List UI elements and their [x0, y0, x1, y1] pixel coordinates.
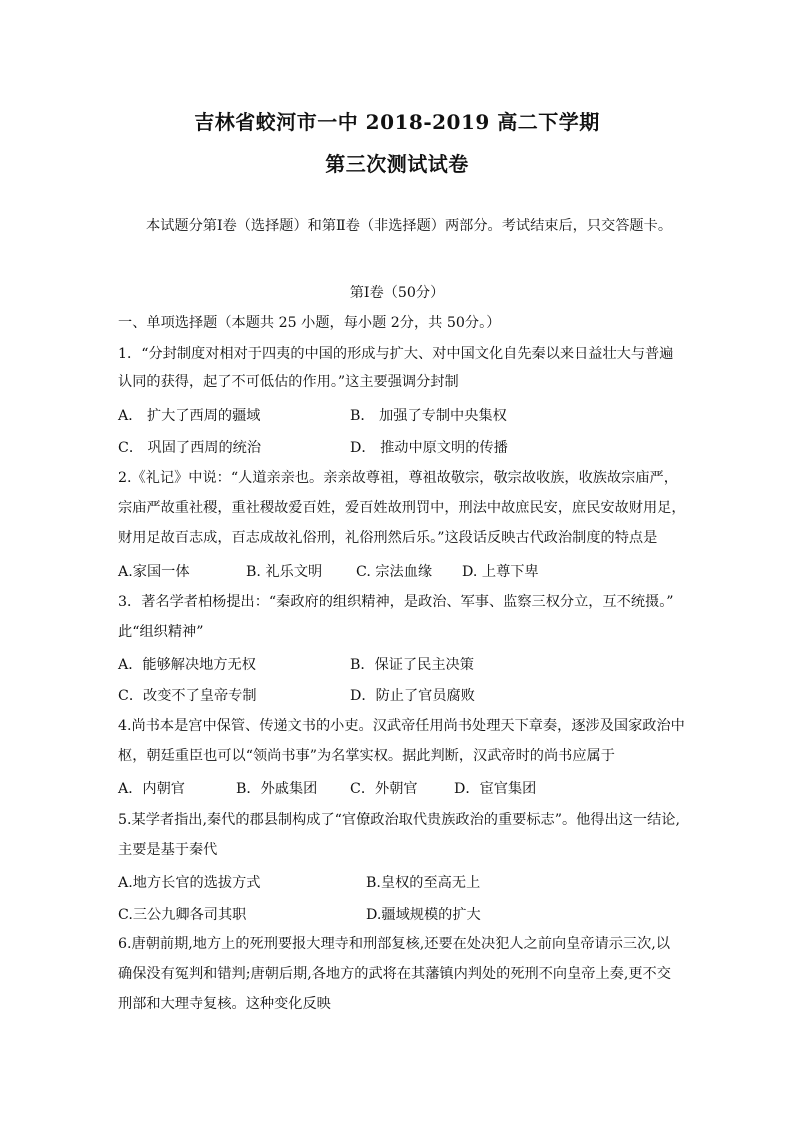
section-title: 第Ⅰ卷（50分）: [349, 285, 445, 301]
question-2-option-a: A.家国一体: [118, 564, 190, 580]
question-4-option-b: B．外戚集团: [236, 781, 318, 797]
question-3-line-1: 3．著名学者柏杨提出：“秦政府的组织精神，是政治、军事、监察三权分立，互不统摄。”: [118, 594, 674, 610]
question-2-line-3: 财用足故百志成，百志成故礼俗刑，礼俗刑然后乐。”这段话反映古代政治制度的特点是: [118, 530, 658, 546]
question-2-line-2: 宗庙严故重社稷，重社稷故爱百姓，爱百姓故刑罚中，刑法中故庶民安，庶民安故财用足，: [118, 500, 686, 516]
question-1-option-b: B． 加强了专制中央集权: [350, 408, 507, 424]
question-5-option-a: A.地方长官的选拔方式: [118, 875, 261, 891]
question-6-line-3: 刑部和大理寺复核。这种变化反映: [118, 996, 331, 1012]
question-3-option-a: A．能够解决地方无权: [118, 657, 256, 673]
question-5-line-1: 5.某学者指出,秦代的郡县制构成了“官僚政治取代贵族政治的重要标志”。他得出这一结论,: [118, 812, 681, 828]
question-3-line-2: 此“组织精神”: [118, 624, 204, 640]
question-5-line-2: 主要是基于秦代: [118, 842, 218, 858]
question-1-option-a: A． 扩大了西周的疆域: [118, 408, 261, 424]
part-heading: 一、单项选择题（本题共 25 小题，每小题 2分，共 50分。）: [118, 315, 501, 331]
question-3-option-c: C．改变不了皇帝专制: [118, 688, 257, 704]
question-2-option-c: C. 宗法血缘: [356, 564, 433, 580]
exam-intro: 本试题分第Ⅰ卷（选择题）和第Ⅱ卷（非选择题）两部分。考试结束后，只交答题卡。: [146, 218, 673, 234]
question-5-option-b: B.皇权的至高无上: [366, 875, 481, 891]
question-1-line-2: 认同的获得，起了不可低估的作用。”这主要强调分封制: [118, 374, 459, 390]
question-4-line-2: 枢，朝廷重臣也可以“领尚书事”为名掌实权。据此判断，汉武帝时的尚书应属于: [118, 748, 615, 764]
question-1-option-c: C． 巩固了西周的统治: [118, 440, 262, 456]
question-1-line-1: 1．“分封制度对相对于四夷的中国的形成与扩大、对中国文化自先秦以来日益壮大与普遍: [118, 346, 674, 362]
exam-title: 吉林省蛟河市一中 2018-2019 高二下学期: [194, 110, 600, 134]
question-4-option-a: A．内朝官: [118, 781, 185, 797]
question-2-option-d: D. 上尊下卑: [462, 564, 539, 580]
question-4-option-c: C．外朝官: [350, 781, 418, 797]
question-6-line-2: 确保没有冤判和错判;唐朝后期,各地方的武将在其藩镇内判处的死刑不向皇帝上奏,更不交: [118, 966, 671, 982]
question-4-option-d: D．宦官集团: [454, 781, 537, 797]
question-5-option-c: C.三公九卿各司其职: [118, 907, 247, 923]
question-4-line-1: 4.尚书本是宫中保管、传递文书的小吏。汉武帝任用尚书处理天下章奏，逐涉及国家政治中: [118, 718, 685, 734]
question-3-option-d: D．防止了官员腐败: [350, 688, 475, 704]
question-2-option-b: B. 礼乐文明: [246, 564, 323, 580]
question-3-option-b: B．保证了民主决策: [350, 657, 474, 673]
question-6-line-1: 6.唐朝前期,地方上的死刑要报大理寺和刑部复核,还要在处决犯人之前向皇帝请示三次,以: [118, 936, 671, 952]
exam-subtitle: 第三次测试试卷: [325, 152, 469, 176]
question-5-option-d: D.疆域规模的扩大: [366, 907, 481, 923]
question-1-option-d: D． 推动中原文明的传播: [350, 440, 508, 456]
question-2-line-1: 2.《礼记》中说：“人道亲亲也。亲亲故尊祖，尊祖故敬宗，敬宗故收族，收族故宗庙严，: [118, 470, 678, 486]
